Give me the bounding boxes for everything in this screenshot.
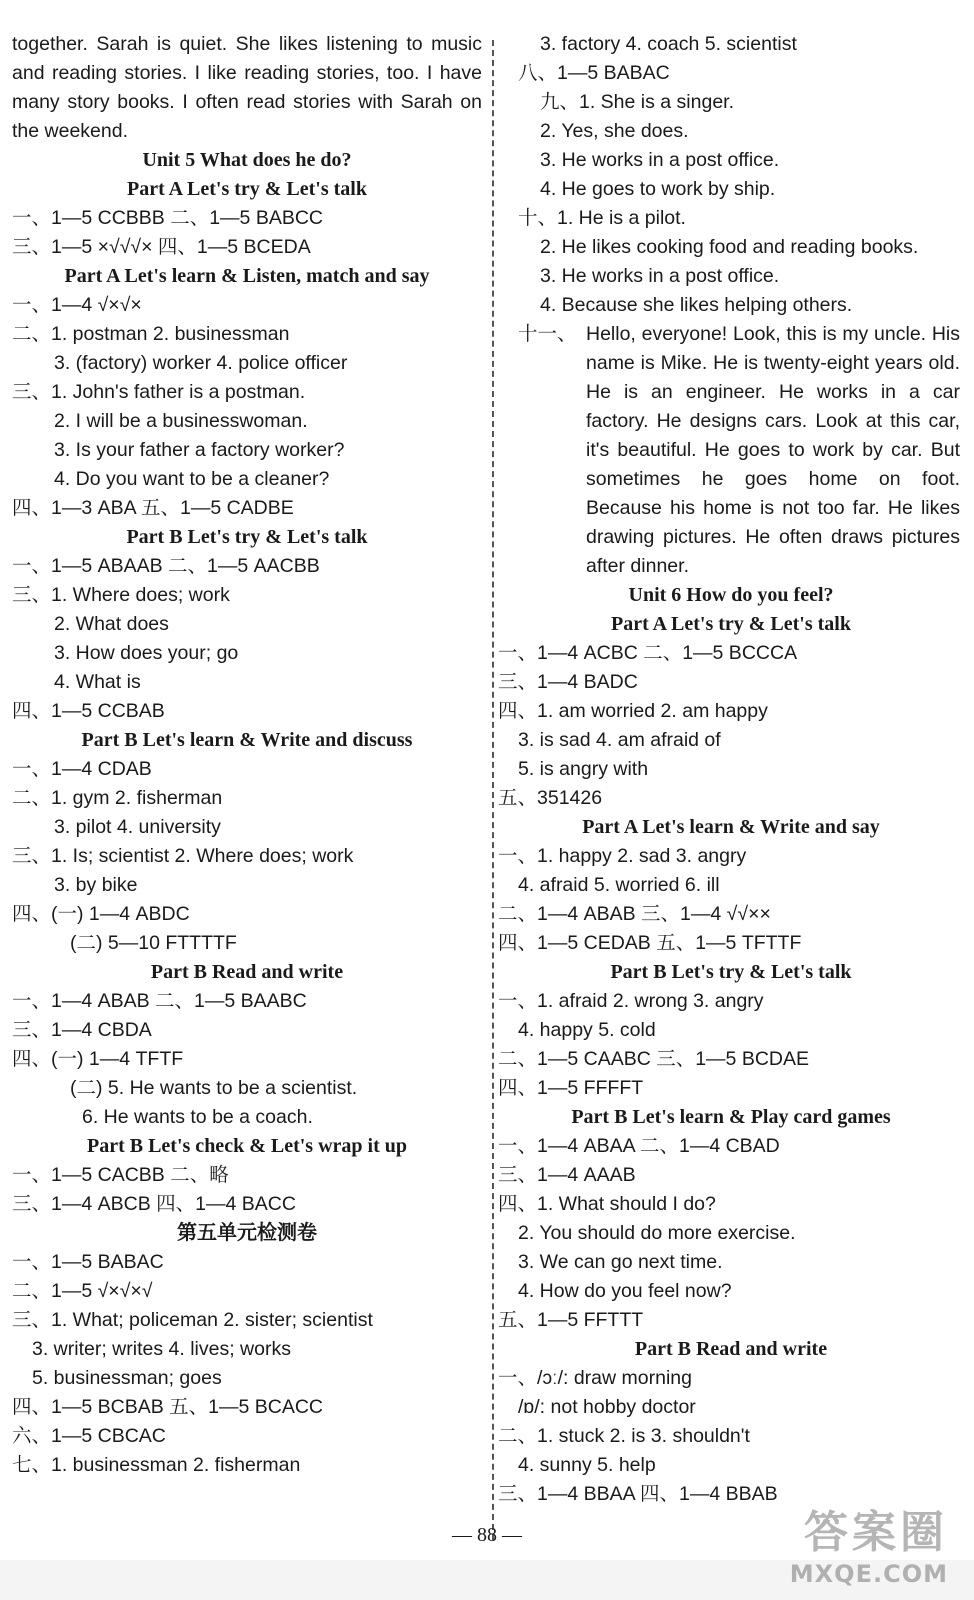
answer-line: 二、1—5 CAABC 三、1—5 BCDAE — [498, 1048, 810, 1070]
answer-line: 三、1. What; policeman 2. sister; scientist — [12, 1309, 373, 1331]
answer-line: 四、1. What should I do? — [498, 1193, 716, 1215]
answer-line: 5. is angry with — [518, 758, 649, 780]
right-answer-list-top — [498, 30, 964, 320]
answer-line: 4. afraid 5. worried 6. ill — [518, 874, 720, 896]
answer-line: 四、1—5 FFFFT — [498, 1077, 644, 1099]
answer-line: 五、351426 — [498, 787, 603, 809]
answer-line: 4. happy 5. cold — [518, 1019, 656, 1041]
answer-line: 一、1—4 √×√× — [12, 294, 142, 316]
answer-line: 一、1. happy 2. sad 3. angry — [498, 845, 747, 867]
answer-line: 三、1. John's father is a postman. — [12, 381, 306, 403]
answer-line: 二、1. gym 2. fisherman — [12, 787, 223, 809]
right-answer-list-bottom — [498, 581, 964, 1509]
column-divider — [492, 40, 494, 1540]
q11-block — [498, 320, 964, 581]
answer-line: 三、1. Where does; work — [12, 584, 230, 606]
answer-line: 三、1—4 AAAB — [498, 1164, 636, 1186]
answer-line: 四、1—5 CCBAB — [12, 700, 165, 722]
answer-line: 4. Because she likes helping others. — [540, 294, 853, 316]
answer-line: 2. He likes cooking food and reading books. — [540, 236, 919, 258]
answer-line: 二、1—5 √×√×√ — [12, 1280, 153, 1302]
answer-line: 一、1—4 ABAB 二、1—5 BAABC — [12, 990, 307, 1012]
answer-line: 3. Is your father a factory worker? — [54, 439, 345, 461]
answer-line: 3. writer; writes 4. lives; works — [32, 1338, 291, 1360]
answer-line: 一、1—4 ABAA 二、1—4 CBAD — [498, 1135, 780, 1157]
answer-line: 一、/ɔː/: draw morning — [498, 1367, 692, 1389]
section-heading: Part A Let's try & Let's talk — [127, 178, 367, 200]
answer-line: 三、1—4 BBAA 四、1—4 BBAB — [498, 1483, 778, 1505]
answer-line: 一、1. afraid 2. wrong 3. angry — [498, 990, 764, 1012]
answer-line: 三、1—5 ×√√√× 四、1—5 BCEDA — [12, 236, 311, 258]
section-heading: Part B Let's try & Let's talk — [126, 526, 368, 548]
answer-line: 七、1. businessman 2. fisherman — [12, 1454, 301, 1476]
answer-line: 3. (factory) worker 4. police officer — [54, 352, 348, 374]
answer-line: 二、1—4 ABAB 三、1—4 √√×× — [498, 903, 771, 925]
answer-line: 一、1—4 CDAB — [12, 758, 152, 780]
answer-line: 3. He works in a post office. — [540, 265, 780, 287]
answer-line: 二、1. postman 2. businessman — [12, 323, 290, 345]
watermark-text: 答案圈 — [804, 1507, 948, 1558]
section-heading: Part A Let's learn & Listen, match and say — [64, 265, 430, 287]
watermark-logo — [790, 1496, 948, 1588]
answer-line: 六、1—5 CBCAC — [12, 1425, 166, 1447]
section-heading: Part B Let's try & Let's talk — [610, 961, 852, 983]
answer-line: 2. Yes, she does. — [540, 120, 689, 142]
answer-line: 二、1. stuck 2. is 3. shouldn't — [498, 1425, 750, 1447]
answer-line: 3. by bike — [54, 874, 138, 896]
answer-line: 2. What does — [54, 613, 169, 635]
answer-line: 3. He works in a post office. — [540, 149, 780, 171]
answer-line: 四、1—5 BCBAB 五、1—5 BCACC — [12, 1396, 324, 1418]
answer-line: 三、1—4 BADC — [498, 671, 638, 693]
page-number: — 88 — — [452, 1524, 522, 1546]
answer-line: 一、1—4 ACBC 二、1—5 BCCCA — [498, 642, 798, 664]
answer-line: 四、(一) 1—4 TFTF — [12, 1048, 184, 1070]
answer-line: 一、1—5 CACBB 二、略 — [12, 1164, 229, 1186]
answer-line: 十、1. He is a pilot. — [518, 207, 686, 229]
answer-line: 4. Do you want to be a cleaner? — [54, 468, 330, 490]
answer-line: 2. You should do more exercise. — [518, 1222, 796, 1244]
answer-line: 八、1—5 BABAC — [518, 62, 670, 84]
section-heading: 第五单元检测卷 — [177, 1222, 317, 1244]
answer-line: 3. pilot 4. university — [54, 816, 221, 838]
section-heading: Part B Let's learn & Write and discuss — [81, 729, 413, 751]
answer-line: (二) 5. He wants to be a scientist. — [70, 1077, 358, 1099]
answer-line: 3. is sad 4. am afraid of — [518, 729, 721, 751]
answer-line: /ɒ/: not hobby doctor — [518, 1396, 696, 1418]
answer-line: 四、1—5 CEDAB 五、1—5 TFTTF — [498, 932, 802, 954]
answer-line: 3. factory 4. coach 5. scientist — [540, 33, 797, 55]
answer-line: 三、1. Is; scientist 2. Where does; work — [12, 845, 354, 867]
section-heading: Part B Let's learn & Play card games — [571, 1106, 891, 1128]
answer-line: 九、1. She is a singer. — [540, 91, 735, 113]
section-heading: Unit 6 How do you feel? — [628, 584, 834, 606]
section-heading: Part A Let's try & Let's talk — [611, 613, 851, 635]
answer-line: 一、1—5 ABAAB 二、1—5 AACBB — [12, 555, 320, 577]
answer-line: 三、1—4 ABCB 四、1—4 BACC — [12, 1193, 296, 1215]
right-column — [498, 30, 964, 1509]
answer-line: 4. How do you feel now? — [518, 1280, 732, 1302]
answer-line: 四、1. am worried 2. am happy — [498, 700, 768, 722]
answer-line: 3. How does your; go — [54, 642, 239, 664]
left-answer-list — [12, 146, 482, 1480]
answer-line: 6. He wants to be a coach. — [82, 1106, 313, 1128]
answer-line: 一、1—5 CCBBB 二、1—5 BABCC — [12, 207, 324, 229]
answer-line: 五、1—5 FFTTT — [498, 1309, 644, 1331]
answer-line: 2. I will be a businesswoman. — [54, 410, 308, 432]
section-heading: Part B Read and write — [150, 961, 344, 983]
left-column — [12, 30, 482, 1480]
section-heading: Part B Let's check & Let's wrap it up — [87, 1135, 407, 1157]
answer-line: (二) 5—10 FTTTTF — [70, 932, 237, 954]
answer-line: 4. What is — [54, 671, 141, 693]
answer-line: 一、1—5 BABAC — [12, 1251, 164, 1273]
section-heading: Unit 5 What does he do? — [142, 149, 352, 171]
answer-line: 4. He goes to work by ship. — [540, 178, 776, 200]
answer-line: 三、1—4 CBDA — [12, 1019, 152, 1041]
answer-line: 四、(一) 1—4 ABDC — [12, 903, 190, 925]
q11-paragraph: Hello, everyone! Look, this is my uncle. His name is Mike. He is twenty-eight years old. He is an engineer. He works in a car factory. He designs cars. Look at this car, it's beautiful. He goes to work by car. But sometimes he goes home on foot. Because his home is not too far. He likes drawing pictures. He often draws pictures after dinner. — [586, 323, 960, 577]
answer-line: 4. sunny 5. help — [518, 1454, 656, 1476]
answer-line: 3. We can go next time. — [518, 1251, 723, 1273]
answer-line: 四、1—3 ABA 五、1—5 CADBE — [12, 497, 294, 519]
section-heading: Part B Read and write — [634, 1338, 828, 1360]
answer-line: 5. businessman; goes — [32, 1367, 222, 1389]
watermark-url: MXQE.COM — [789, 1560, 948, 1588]
section-heading: Part A Let's learn & Write and say — [582, 816, 880, 838]
q11-label: 十一、 — [518, 323, 577, 345]
intro-paragraph: together. Sarah is quiet. She likes listening to music and reading stories. I like reading stories, too. I have many story books. I often read stories with Sarah on the weekend. — [12, 33, 482, 142]
